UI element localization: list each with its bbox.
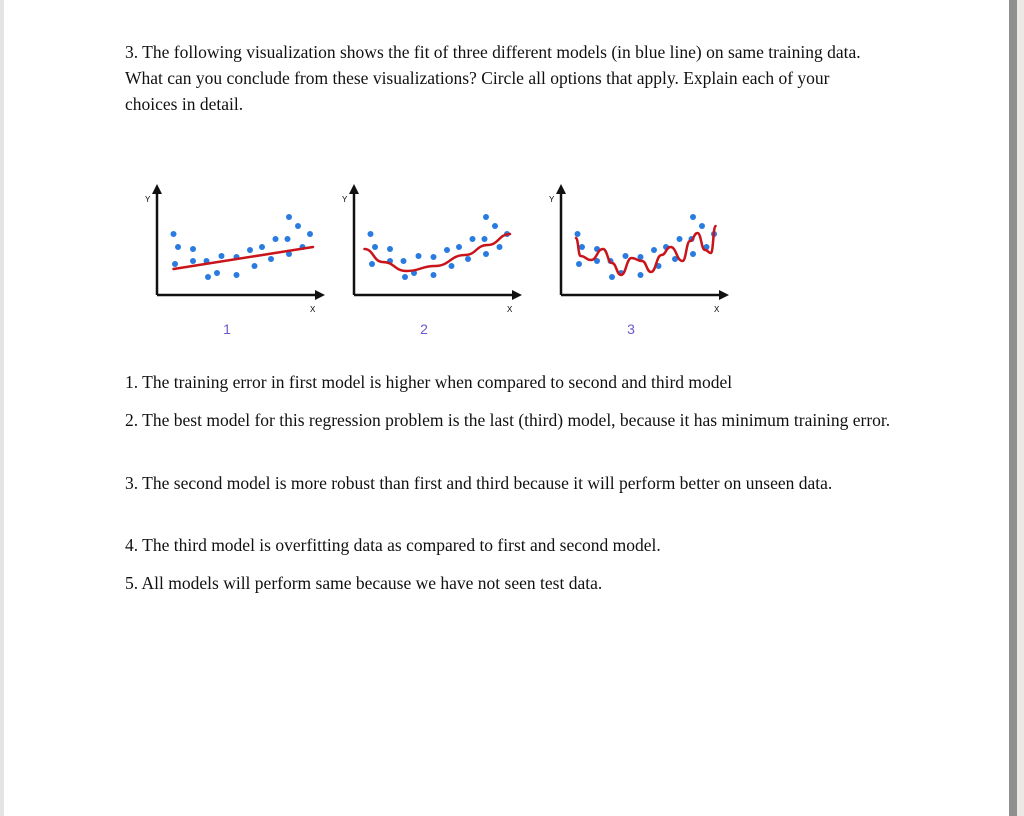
data-point	[609, 274, 615, 280]
option-5: 5. All models will perform same because we have not seen test data.	[125, 573, 603, 593]
page-edge-left	[0, 0, 4, 816]
data-point	[482, 236, 488, 242]
page-edge-right	[1017, 0, 1024, 816]
data-point	[456, 244, 462, 250]
axes	[561, 188, 723, 295]
data-point	[449, 263, 455, 269]
data-point	[295, 223, 301, 229]
data-point	[575, 231, 581, 237]
data-point	[402, 274, 408, 280]
scrollbar[interactable]	[1009, 0, 1017, 816]
axes	[157, 188, 319, 295]
data-point	[492, 223, 498, 229]
x-axis-label: X	[310, 305, 316, 314]
y-axis-label: Y	[549, 195, 555, 204]
chart-number-label: 3	[627, 321, 635, 337]
data-point	[483, 251, 489, 257]
data-point	[259, 244, 265, 250]
data-point	[497, 244, 503, 250]
data-point	[623, 253, 629, 259]
data-point	[651, 247, 657, 253]
chart-2	[342, 184, 522, 337]
data-point	[638, 272, 644, 278]
y-axis-arrow-icon	[349, 184, 359, 194]
data-point	[190, 258, 196, 264]
data-point	[369, 261, 375, 267]
data-point	[699, 223, 705, 229]
y-axis-arrow-icon	[556, 184, 566, 194]
chart-number-label: 2	[420, 321, 428, 337]
option-1: 1. The training error in first model is higher when compared to second and third model	[125, 372, 733, 392]
x-axis-label: X	[507, 305, 513, 314]
chart-number-label: 1	[223, 321, 231, 337]
data-point	[470, 236, 476, 242]
y-axis-label: Y	[145, 195, 151, 204]
option-4: 4. The third model is overfitting data as compared to first and second model.	[125, 535, 661, 555]
data-point	[285, 236, 291, 242]
data-point	[307, 231, 313, 237]
data-point	[416, 253, 422, 259]
data-point	[579, 244, 585, 250]
x-axis-arrow-icon	[512, 290, 522, 300]
data-point	[690, 251, 696, 257]
data-point	[286, 214, 292, 220]
data-point	[368, 231, 374, 237]
data-point	[483, 214, 489, 220]
data-point	[273, 236, 279, 242]
data-point	[431, 254, 437, 260]
option-3: 3. The second model is more robust than first and third because it will perform better on unseen data.	[125, 473, 833, 493]
data-point	[465, 256, 471, 262]
data-point	[677, 236, 683, 242]
y-axis-label: Y	[342, 195, 348, 204]
model-fit-figure	[130, 180, 750, 350]
question-text: 3. The following visualization shows the fit of three different models (in blue line) on same training data. What can you conclude from these visualizations? Circle all options that apply. Explain each of your choices in detail.	[125, 42, 861, 114]
data-point	[172, 261, 178, 267]
axes	[354, 188, 516, 295]
data-point	[205, 274, 211, 280]
data-point	[431, 272, 437, 278]
data-point	[268, 256, 274, 262]
data-point	[372, 244, 378, 250]
chart-1	[145, 184, 325, 337]
data-point	[171, 231, 177, 237]
data-point	[387, 246, 393, 252]
data-point	[690, 214, 696, 220]
data-point	[444, 247, 450, 253]
data-point	[576, 261, 582, 267]
data-point	[247, 247, 253, 253]
x-axis-arrow-icon	[719, 290, 729, 300]
data-point	[190, 246, 196, 252]
y-axis-arrow-icon	[152, 184, 162, 194]
x-axis-arrow-icon	[315, 290, 325, 300]
data-point	[234, 272, 240, 278]
data-point	[219, 253, 225, 259]
data-point	[252, 263, 258, 269]
option-2: 2. The best model for this regression problem is the last (third) model, because it has minimum training error.	[125, 410, 891, 430]
data-point	[175, 244, 181, 250]
data-point	[214, 270, 220, 276]
x-axis-label: X	[714, 305, 720, 314]
data-point	[401, 258, 407, 264]
chart-3	[549, 184, 729, 337]
